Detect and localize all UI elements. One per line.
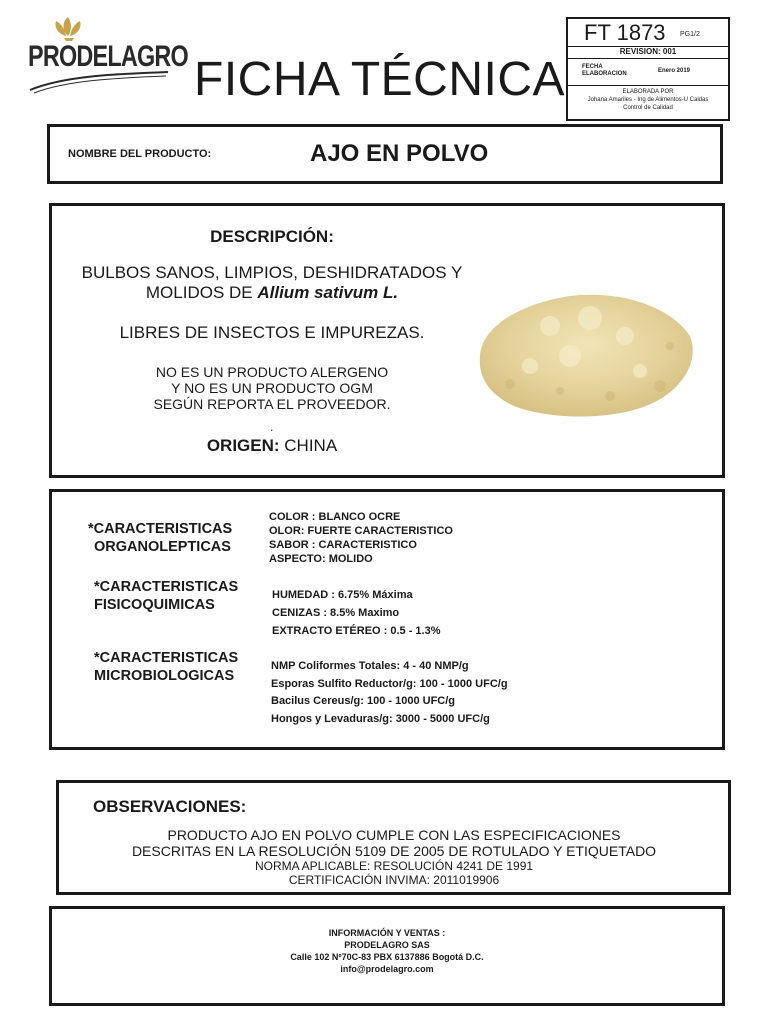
author-name: Johana Amariles - Ing de Alimentos-U Caldas [587, 97, 709, 103]
category-line-1: *CARACTERISTICAS [88, 521, 233, 537]
allergen-line-2: Y NO ES UN PRODUCTO OGM [171, 380, 373, 396]
origin-label: ORIGEN: [206, 436, 280, 455]
characteristics-box [49, 489, 725, 750]
info-heading: INFORMACIÓN Y VENTAS : [328, 928, 446, 938]
category-line-2: ORGANOLEPTICAS [94, 539, 231, 555]
garlic-powder-image [470, 266, 700, 426]
product-name-label: NOMBRE DEL PRODUCTO: [68, 148, 212, 160]
observations-title: OBSERVACIONES: [93, 797, 247, 816]
allergen-line-1: NO ES UN PRODUCTO ALERGENO [155, 364, 389, 380]
category-line-1: *CARACTERISTICAS [94, 650, 239, 666]
allergen-note [52, 364, 492, 412]
spec-bacillus-cereus: Bacilus Cereus/g: 100 - 1000 UFC/g [271, 695, 456, 707]
species-name: Allium sativum L. [257, 283, 399, 302]
description-line-1: BULBOS SANOS, LIMPIOS, DESHIDRATADOS Y [81, 263, 463, 282]
spec-ether-extract: EXTRACTO ETÉREO : 0.5 - 1.3% [272, 625, 441, 637]
allergen-line-3: SEGÚN REPORTA EL PROVEEDOR. [153, 396, 391, 412]
page-title: FICHA TÉCNICA [194, 53, 565, 106]
microbiological-category [94, 649, 238, 685]
observations-box [56, 780, 731, 895]
author-label: ELABORADA POR [622, 89, 674, 95]
description-line-3: LIBRES DE INSECTOS E IMPUREZAS. [119, 323, 425, 342]
date-row [568, 58, 728, 86]
spec-sulfite-spores: Esporas Sulfito Reductor/g: 100 - 1000 UFC/g [271, 677, 508, 690]
author-role: Control de Calidad [623, 105, 673, 111]
regulation-text [59, 859, 729, 887]
company-address: Calle 102 Nº70C-83 PBX 6137886 Bogotá D.C. [290, 952, 484, 962]
spec-flavor: SABOR : CARACTERISTICO [269, 539, 417, 551]
spec-ash: CENIZAS : 8.5% Maximo [272, 607, 400, 619]
document-code: FT 1873 [584, 20, 666, 45]
observation-line-2: DESCRITAS EN LA RESOLUCIÓN 5109 DE 2005 DE ROTULADO Y ETIQUETADO [131, 843, 657, 859]
description-line-2-prefix: MOLIDOS DE [145, 283, 258, 302]
date-value: Enero 2019 [658, 68, 691, 74]
description-line-2 [52, 283, 492, 303]
code-row [568, 19, 728, 47]
description-text [52, 263, 492, 303]
description-title: DESCRIPCIÓN: [210, 227, 334, 246]
author-block [568, 88, 728, 112]
spec-aspect: ASPECTO: MOLIDO [269, 553, 373, 565]
microbiological-specs [271, 658, 508, 728]
category-line-2: MICROBIOLOGICAS [94, 668, 235, 684]
stray-dot: . [270, 420, 274, 434]
product-name-box [47, 124, 723, 184]
physicochemical-specs [272, 586, 441, 640]
revision-number: REVISION: 001 [619, 47, 677, 56]
page-number: PG1/2 [680, 31, 700, 38]
organoleptic-specs [269, 510, 453, 566]
contact-info [52, 927, 722, 975]
company-name: PRODELAGRO SAS [344, 940, 430, 950]
spec-humidity: HUMEDAD : 6.75% Máxima [272, 589, 413, 601]
product-name: AJO EN POLVO [310, 140, 489, 167]
spec-yeast-mold: Hongos y Levaduras/g: 3000 - 5000 UFC/g [271, 712, 490, 725]
physicochemical-category [94, 578, 238, 614]
origin [52, 436, 492, 456]
applicable-norm: NORMA APLICABLE: RESOLUCIÓN 4241 DE 1991 [254, 859, 534, 873]
contact-box [49, 906, 725, 1006]
document-control-box [566, 17, 730, 121]
prodelagro-logo [24, 14, 188, 96]
spec-color: COLOR : BLANCO OCRE [269, 511, 401, 523]
date-label: FECHA ELABORACION [582, 64, 627, 77]
spec-odor: OLOR: FUERTE CARACTERISTICO [269, 525, 453, 537]
origin-value: CHINA [279, 436, 338, 455]
observations-text [59, 827, 729, 859]
description-box [49, 203, 725, 478]
invima-certification: CERTIFICACIÓN INVIMA: 2011019906 [288, 873, 500, 887]
company-email[interactable]: info@prodelagro.com [340, 964, 434, 974]
observation-line-1: PRODUCTO AJO EN POLVO CUMPLE CON LAS ESPECIFICACIONES [167, 827, 621, 843]
category-line-2: FISICOQUIMICAS [94, 597, 215, 613]
brand-name: PRODELAGRO [28, 40, 188, 73]
spec-coliforms: NMP Coliformes Totales: 4 - 40 NMP/g [271, 660, 469, 672]
organoleptic-category [88, 520, 232, 556]
category-line-1: *CARACTERISTICAS [94, 579, 239, 595]
